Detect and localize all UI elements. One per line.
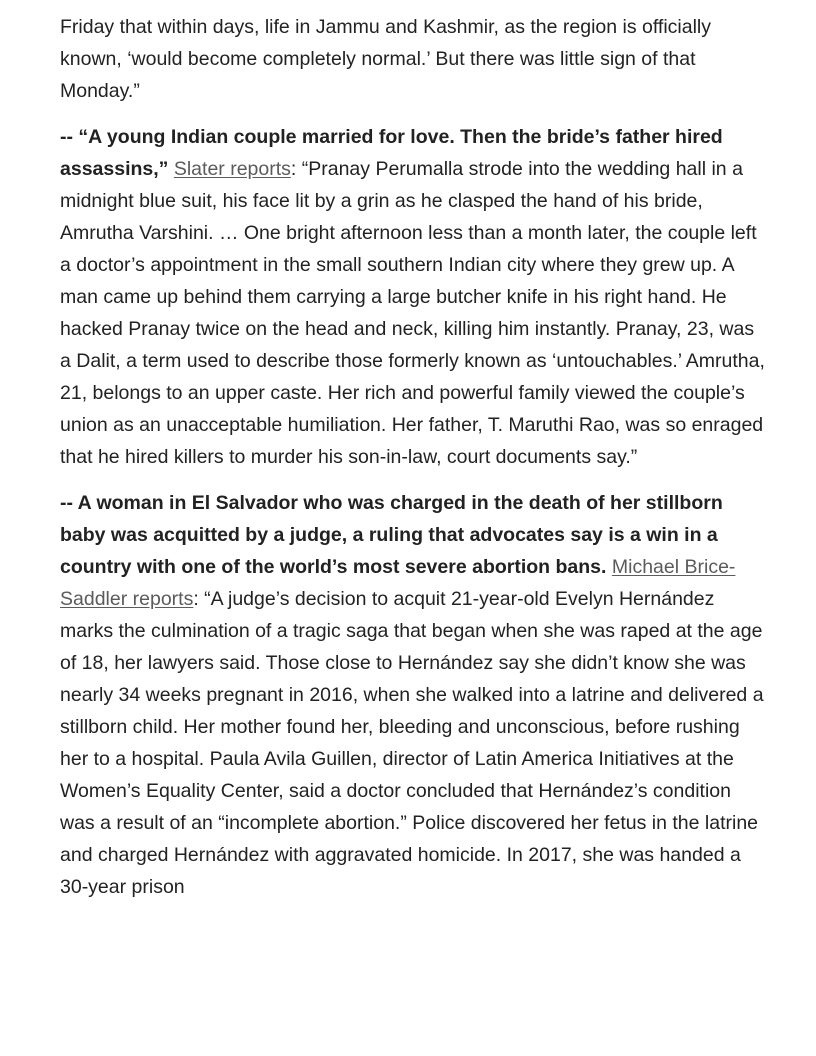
paragraph-india-honor-killing	[60, 121, 770, 473]
paragraph-kashmir	[60, 11, 770, 107]
brice-saddler-reports-link[interactable]: Michael Brice-Saddler reports	[60, 556, 736, 610]
paragraph-el-salvador	[60, 487, 770, 903]
body-india: : “Pranay Perumalla strode into the wedding hall in a midnight blue suit, his face lit by a grin as he clasped the hand of his bride, Amrutha Varshini. … One bright afternoon less than a month later, the couple left a doctor’s appointment in the small southern Indian city where they grew up. A man came up behind them carrying a large butcher knife in his right hand. He hacked Pranay twice on the head and neck, killing him instantly. Pranay, 23, was a Dalit, a term used to describe those formerly known as ‘untouchables.’ Amrutha, 21, belongs to an upper caste. Her rich and powerful family viewed the couple’s union as an unacceptable humiliation. Her father, T. Maruthi Rao, was so enraged that he hired killers to murder his son-in-law, court documents say.”	[60, 158, 765, 468]
slater-reports-link[interactable]: Slater reports	[173, 158, 291, 180]
article-body	[60, 11, 770, 917]
headline-india: -- “A young Indian couple married for love. Then the bride’s father hired assassins,”	[60, 126, 723, 180]
headline-el-salvador: -- A woman in El Salvador who was charged in the death of her stillborn baby was acquitted by a judge, a ruling that advocates say is a win in a country with one of the world’s most severe abortion bans.	[60, 492, 723, 578]
body-el-salvador: : “A judge’s decision to acquit 21-year-old Evelyn Hernández marks the culmination of a tragic saga that began when she was raped at the age of 18, her lawyers said. Those close to Hernández say she didn’t know she was nearly 34 weeks pregnant in 2016, when she walked into a latrine and delivered a stillborn child. Her mother found her, bleeding and unconscious, before rushing her to a hospital. Paula Avila Guillen, director of Latin America Initiatives at the Women’s Equality Center, said a doctor concluded that Hernández’s condition was a result of an “incomplete abortion.” Police discovered her fetus in the latrine and charged Hernández with aggravated homicide. In 2017, she was handed a 30-year prison	[60, 588, 764, 898]
paragraph-kashmir-text: Friday that within days, life in Jammu and Kashmir, as the region is officially known, ‘would become completely normal.’ But there was little sign of that Monday.”	[60, 16, 712, 102]
